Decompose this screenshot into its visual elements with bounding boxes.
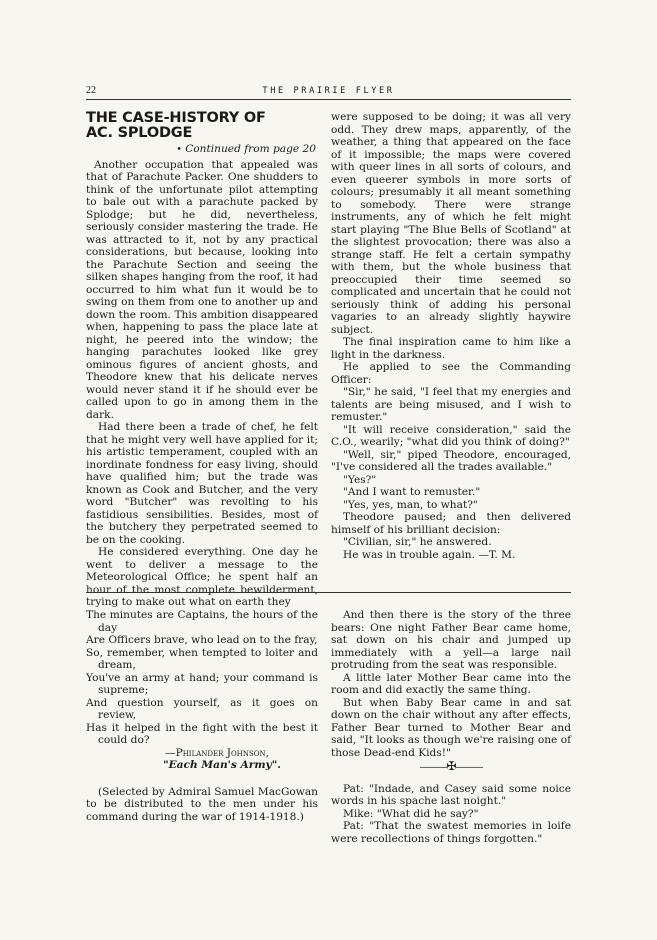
paragraph: Another occupation that appealed was that of Parachute Packer. One shudders to think of the unfortunate pilot attempting to bale out with a parachute packed by Splodge; but he did, nevertheless, seriously consider mastering the trade. He was attracted to it, not by any practical considerations, but because, looking into the Parachute Section and seeing the silken shapes hanging from the roof, it had occurred to him what fun it would be to swing on them from one to another up and down the room. This ambition disappeared when, happening to pass the place late at night, he peered into the window; the hanging parachutes looked like grey ominous figures of ancient ghosts, and Theodore knew that his delicate nerves would never stand it if he should ever be called upon to go in among them in the dark. [86,158,318,421]
article-title-line-1: THE CASE-HISTORY OF [86,110,266,126]
paragraph: "Yes?" [343,473,377,486]
paragraph: He was in trouble again. —T. M. [343,548,516,561]
poem-line: Are Officers brave, who lead on to the fray, [86,634,318,646]
paragraph: "It will receive consideration," said the C.O., wearily; "what did you think of doing?" [331,423,571,448]
poem-line: So, remember, when tempted to loiter and dream, [86,646,318,671]
paragraph: He considered everything. One day he went to deliver a message to the Meteorological Office; he spent half an hour of the most complete bewilderment, trying to make out what on earth they [86,546,318,608]
paragraph: "And I want to remuster." [343,486,481,498]
paragraph: And then there is the story of the three bears: One night Father Bear came home, sat down on his chair and jumped up immediately with a yell—a large nail protruding from the seat was responsible. [331,609,571,671]
poem-column [86,609,318,823]
article-title [86,111,318,141]
separator [331,760,571,775]
paragraph: But when Baby Bear came in and sat down on the chair without any after effects, Father Bear turned to Mother Bear and said, "It looks as though we're raising one of those Dead-end Kids!" [331,696,571,759]
poem-author-name: —Philander Johnson, [164,746,270,759]
paragraph: Had there been a trade of chef, he felt that he might very well have applied for it; his artistic temperament, coupled with an inordinate fondness for easy living, should have qualified him; but the trade was known as Cook and Butcher, and the very word "Butcher" was revolting to his fastidious sensibilities. Besides, most of the butchery they perpetrated seemed to be on the cooking. [86,421,318,546]
poem-line: You've an army at hand; your command is supreme; [86,671,318,696]
paragraph: The final inspiration came to him like a light in the darkness. [331,336,571,361]
paragraph: Mike: "What did he say?" [343,807,479,820]
paragraph: "Civilian, sir," he answered. [343,536,492,548]
poem-line: The minutes are Captains, the hours of the day [86,609,318,634]
article-title-line-2: AC. SPLODGE [86,125,193,141]
running-header [86,85,571,99]
continued-note [86,143,316,157]
separator-left: ——— [419,762,447,773]
selection-note: (Selected by Admiral Samuel MacGowan to be distributed to the men under his command during the war of 1914-1918.) [86,785,318,823]
paragraph: were supposed to be doing; it was all very odd. They drew maps, apparently, of the weather, a thing that appeared on the face of it impossible; the maps were covered with queer lines in all sorts of colours, and even queerer symbols in more sorts of colours; presumably it all meant something to somebody. There were strange instruments, any of which he felt might start playing "The Blue Bells of Scotland" at the slightest provocation; there was also a strange staff. He felt a certain sympathy with them, but the whole business that preoccupied their time seemed so complicated and uncertain that he could not seriously think of adding his personal vagaries to an already slightly haywire subject. [331,111,571,336]
paragraph: "Well, sir," piped Theodore, encouraged, "I've considered all the trades available." [331,448,571,473]
separator-right: ——— [455,762,483,773]
paragraph: He applied to see the Commanding Officer: [331,361,571,386]
poem-author [86,747,318,760]
paragraph: Theodore paused; and then delivered himself of his brilliant decision: [331,511,571,536]
jokes-column [331,609,571,845]
header-rule [86,99,571,100]
bullet-icon: • [176,145,182,155]
article-column-2 [331,111,571,561]
paragraph: "Sir," he said, "I feel that my energies and talents are being misused, and I wish to remuster." [331,386,571,423]
paragraph: Pat: "That the swatest memories in loife were recollections of things forgotten." [331,820,571,845]
article-column-1 [86,111,318,609]
poem-line: And question yourself, as it goes on review, [86,696,318,721]
paragraph: Pat: "Indade, and Casey said some noice words in his spache last noight." [331,782,571,807]
paragraph: A little later Mother Bear came into the room and did exactly the same thing. [331,671,571,696]
running-title: THE PRAIRIE FLYER [262,86,395,96]
poem-source: "Each Man's Army". [163,759,281,771]
page-number: 22 [86,85,96,96]
section-rule [86,592,571,593]
continued-text: Continued from page 20 [185,143,316,155]
paragraph: "Yes, yes, man, to what?" [343,498,478,511]
cross-icon: ✠ [446,759,456,773]
poem-line: Has it helped in the fight with the best it could do? [86,721,318,746]
